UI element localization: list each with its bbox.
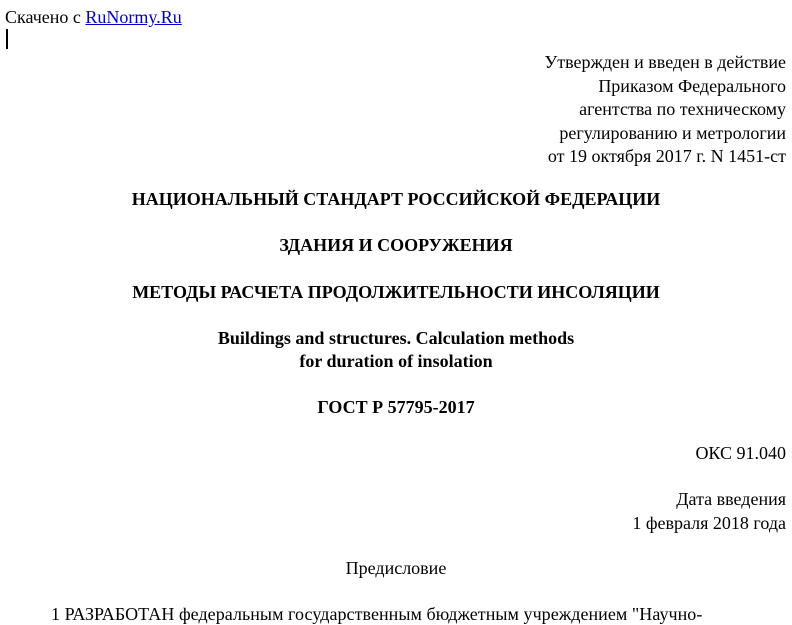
source-link[interactable]: RuNormy.Ru [85, 7, 182, 27]
national-standard-heading: НАЦИОНАЛЬНЫЙ СТАНДАРТ РОССИЙСКОЙ ФЕДЕРАЦИИ [131, 189, 661, 209]
source-line [5, 6, 182, 28]
english-title-line: Buildings and structures. Calculation methods [217, 328, 575, 348]
introduction-date-label: Дата введения [676, 489, 786, 509]
preface-title: Предисловие [345, 558, 447, 578]
introduction-date-block [632, 488, 786, 535]
approval-block [544, 51, 786, 169]
english-title [0, 327, 792, 373]
oks-code: ОКС 91.040 [695, 443, 786, 463]
methods-heading: МЕТОДЫ РАСЧЕТА ПРОДОЛЖИТЕЛЬНОСТИ ИНСОЛЯЦИИ [132, 282, 660, 302]
approval-line: агентства по техническому [579, 99, 786, 119]
buildings-heading: ЗДАНИЯ И СООРУЖЕНИЯ [279, 235, 513, 255]
text-cursor [6, 29, 8, 49]
approval-line: Утвержден и введен в действие [544, 52, 786, 72]
approval-line: регулированию и метрологии [559, 122, 786, 143]
approval-line: Приказом Федерального [598, 75, 786, 96]
approval-line: от 19 октября 2017 г. N 1451-ст [547, 146, 786, 166]
source-prefix: Скачено с [5, 7, 86, 27]
introduction-date-value: 1 февраля 2018 года [632, 512, 786, 533]
preface-item-1: 1 РАЗРАБОТАН федеральным государственным бюджетным учреждением "Научно- [51, 604, 703, 624]
english-title-line: for duration of insolation [299, 351, 493, 371]
gost-designation: ГОСТ Р 57795-2017 [317, 397, 475, 417]
